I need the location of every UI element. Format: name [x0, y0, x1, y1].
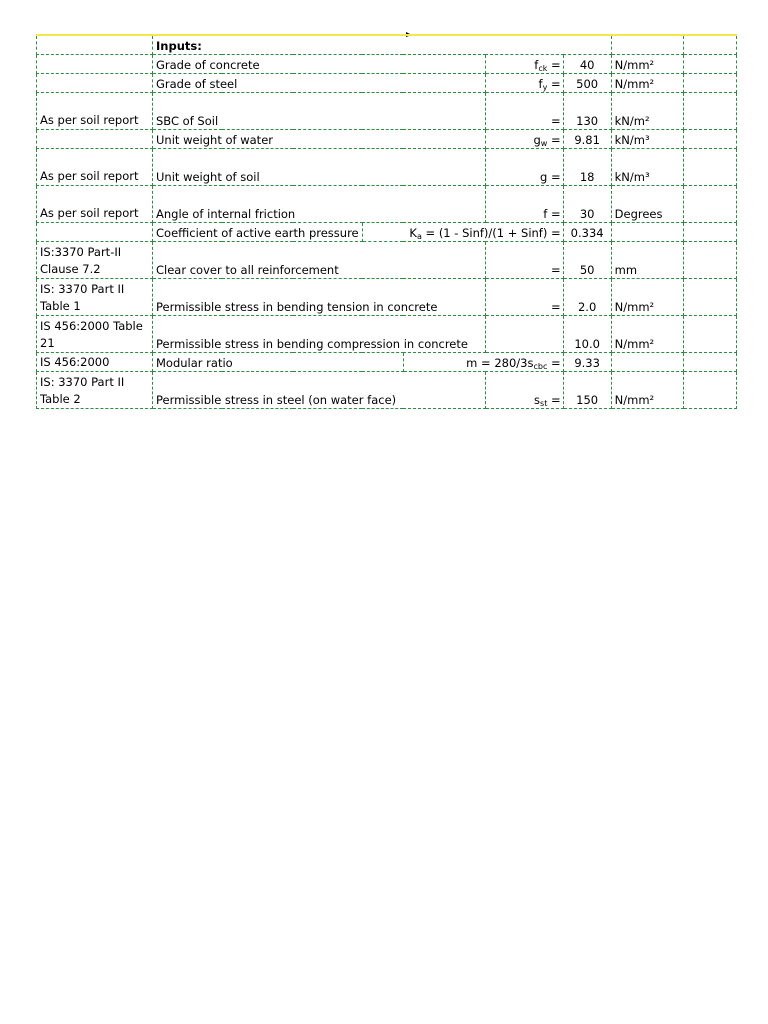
symbol-subscript: ck — [538, 63, 548, 73]
inputs-heading: Inputs: — [153, 35, 612, 54]
value-cell: 50 — [563, 241, 611, 278]
table-row — [37, 185, 737, 222]
symbol-tail: = — [547, 392, 561, 407]
empty-cell — [683, 278, 736, 315]
table-row — [37, 222, 737, 241]
value-cell: 9.81 — [563, 129, 611, 148]
symbol-subscript: w — [540, 138, 548, 148]
symbol-main: s — [534, 392, 541, 407]
unit-cell: N/mm² — [611, 315, 683, 352]
symbol-cell — [485, 278, 563, 315]
description-cell: Grade of steel — [153, 73, 486, 92]
description-cell: SBC of Soil — [153, 92, 486, 129]
reference-cell: As per soil report — [37, 148, 153, 185]
symbol-tail: = — [551, 262, 561, 277]
symbol-main: f — [538, 76, 543, 91]
symbol-subscript: y — [542, 82, 548, 92]
reference-cell: IS:3370 Part-II Clause 7.2 — [37, 241, 153, 278]
empty-cell — [683, 35, 736, 54]
symbol-cell — [362, 222, 563, 241]
symbol-main: f — [543, 206, 548, 221]
description-cell: Coefficient of active earth pressure — [153, 222, 363, 241]
symbol-cell — [485, 241, 563, 278]
empty-cell — [683, 148, 736, 185]
description-cell: Clear cover to all reinforcement — [153, 241, 486, 278]
table-row — [37, 92, 737, 129]
value-cell: 130 — [563, 92, 611, 129]
reference-cell — [37, 73, 153, 92]
unit-cell: N/mm² — [611, 54, 683, 73]
empty-cell — [683, 54, 736, 73]
inputs-rows — [37, 54, 737, 408]
symbol-tail: = — [551, 113, 561, 128]
symbol-cell — [403, 352, 563, 371]
description-cell: Modular ratio — [153, 352, 404, 371]
inputs-header-row — [37, 35, 737, 54]
ref-cell — [37, 35, 153, 54]
unit-cell: kN/m³ — [611, 148, 683, 185]
reference-cell: IS: 3370 Part II Table 2 — [37, 371, 153, 408]
table-row — [37, 148, 737, 185]
value-cell: 10.0 — [563, 315, 611, 352]
description-cell: Permissible stress in bending tension in concrete — [153, 278, 486, 315]
symbol-cell — [485, 315, 563, 352]
symbol-cell — [485, 92, 563, 129]
value-cell: 30 — [563, 185, 611, 222]
value-cell: 500 — [563, 73, 611, 92]
reference-cell: IS 456:2000 Table 21 — [37, 315, 153, 352]
description-cell: Permissible stress in steel (on water face) — [153, 371, 486, 408]
table-row — [37, 73, 737, 92]
symbol-tail: = — [547, 57, 561, 72]
symbol-tail: = — [547, 169, 561, 184]
symbol-main: m = 280/3s — [466, 355, 534, 370]
unit-cell: kN/m² — [611, 92, 683, 129]
table-row — [37, 352, 737, 371]
empty-cell — [683, 371, 736, 408]
table-row — [37, 241, 737, 278]
inputs-table — [36, 34, 737, 409]
empty-cell — [683, 185, 736, 222]
empty-cell — [683, 129, 736, 148]
unit-cell: kN/m³ — [611, 129, 683, 148]
unit-cell: N/mm² — [611, 278, 683, 315]
description-cell: Permissible stress in bending compression in concrete — [153, 315, 486, 352]
symbol-cell — [485, 185, 563, 222]
reference-cell: IS 456:2000 — [37, 352, 153, 371]
symbol-cell — [485, 129, 563, 148]
value-cell: 2.0 — [563, 278, 611, 315]
symbol-main: g — [533, 132, 541, 147]
symbol-tail: = — [547, 355, 561, 370]
reference-cell — [37, 54, 153, 73]
reference-cell: IS: 3370 Part II Table 1 — [37, 278, 153, 315]
description-cell: Unit weight of soil — [153, 148, 486, 185]
table-row — [37, 315, 737, 352]
description-cell: Unit weight of water — [153, 129, 486, 148]
symbol-cell — [485, 148, 563, 185]
unit-cell: N/mm² — [611, 371, 683, 408]
empty-cell — [611, 35, 683, 54]
reference-cell — [37, 222, 153, 241]
table-row — [37, 129, 737, 148]
value-cell: 40 — [563, 54, 611, 73]
reference-cell: As per soil report — [37, 92, 153, 129]
symbol-subscript: a — [416, 231, 422, 241]
symbol-subscript: st — [540, 398, 548, 408]
empty-cell — [683, 73, 736, 92]
empty-cell — [683, 92, 736, 129]
symbol-cell — [485, 73, 563, 92]
symbol-main: f — [534, 57, 539, 72]
value-cell: 9.33 — [563, 352, 611, 371]
unit-cell: Degrees — [611, 185, 683, 222]
symbol-tail: = — [547, 76, 561, 91]
reference-cell — [37, 129, 153, 148]
empty-cell — [683, 222, 736, 241]
description-cell: Angle of internal friction — [153, 185, 486, 222]
table-row — [37, 278, 737, 315]
unit-cell: mm — [611, 241, 683, 278]
empty-cell — [683, 315, 736, 352]
symbol-tail: = (1 - Sinf)/(1 + Sinf) = — [421, 225, 561, 240]
symbol-main: K — [409, 225, 417, 240]
empty-cell — [683, 241, 736, 278]
unit-cell: N/mm² — [611, 73, 683, 92]
unit-cell — [611, 352, 683, 371]
table-row — [37, 54, 737, 73]
symbol-cell — [485, 371, 563, 408]
value-cell: 18 — [563, 148, 611, 185]
symbol-main: g — [540, 169, 548, 184]
table-row — [37, 371, 737, 408]
reference-cell: As per soil report — [37, 185, 153, 222]
empty-cell — [683, 352, 736, 371]
symbol-cell — [485, 54, 563, 73]
description-cell: Grade of concrete — [153, 54, 486, 73]
symbol-tail: = — [547, 132, 561, 147]
value-cell: 0.334 — [563, 222, 611, 241]
symbol-tail: = — [551, 299, 561, 314]
unit-cell — [611, 222, 683, 241]
symbol-tail: = — [547, 206, 561, 221]
value-cell: 150 — [563, 371, 611, 408]
symbol-subscript: cbc — [533, 361, 548, 371]
